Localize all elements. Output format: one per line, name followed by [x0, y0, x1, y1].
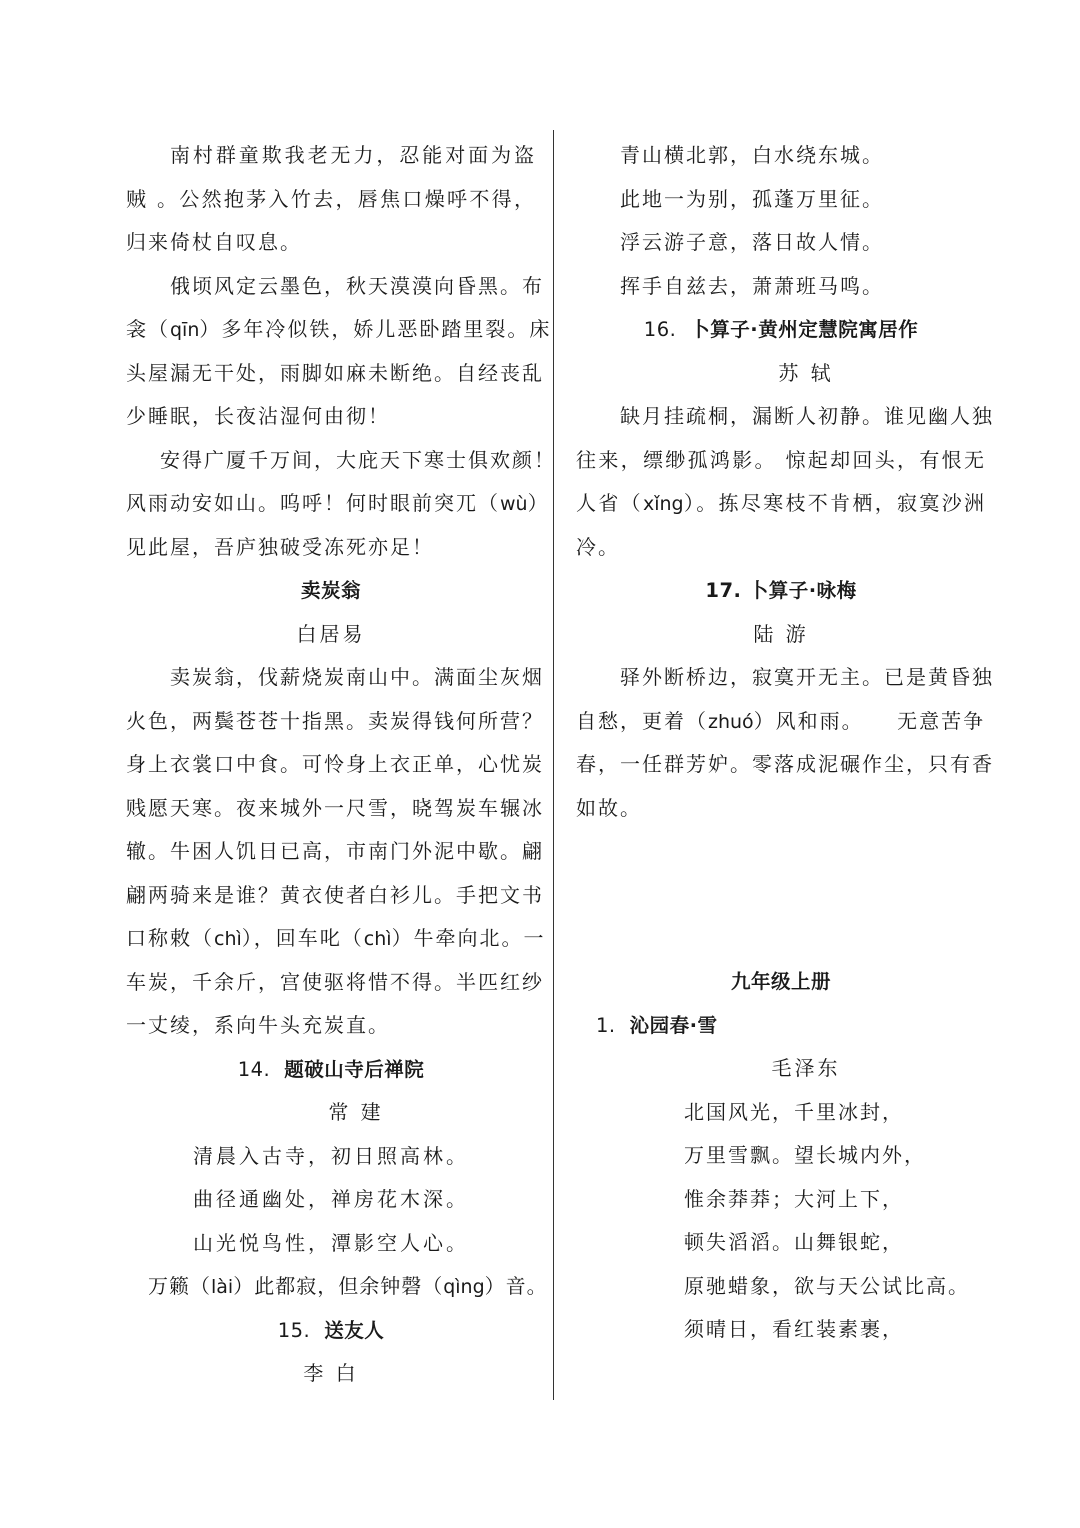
poem-title: 卖炭翁 [300, 579, 361, 602]
text-line: 翩两骑来是谁？黄衣使者白衫儿。手把文书 [126, 882, 544, 907]
poem-line: 万籁（lài）此都寂，但余钟磬（qìng）音。 [148, 1274, 548, 1298]
pinyin: qīn [170, 319, 200, 341]
poem-line: 浮云游子意，落日故人情。 [620, 230, 884, 254]
poem-line: 挥手自兹去，萧萧班马鸣。 [620, 273, 884, 298]
text-line: 往来，缥缈孤鸿影。 惊起却回头，有恨无 [576, 447, 986, 472]
pinyin: wù [500, 493, 528, 515]
text-line: 春，一任群芳妒。零落成泥碾作尘，只有香 [576, 752, 994, 776]
text-line: 卖炭翁，伐薪烧炭南山中。满面尘灰烟 [170, 665, 544, 689]
poem-line: 青山横北郭，白水绕东城。 [620, 143, 884, 167]
poem-author: 白居易 [296, 621, 366, 646]
poem-line: 万里雪飘。望长城内外， [684, 1143, 926, 1167]
text-line: 自愁，更着（zhuó）风和雨。 无意苦争 [576, 708, 986, 733]
poem-title: 17. 卜算子·咏梅 [705, 579, 857, 602]
right-column [576, 134, 994, 1352]
spacer [576, 830, 986, 960]
text-line: 俄顷风定云墨色，秋天漠漠向昏黑。布 [170, 273, 544, 298]
text-line: 少睡眠，长夜沾湿何由彻！ [126, 404, 390, 428]
poem-author: 毛泽东 [771, 1056, 841, 1080]
text-line: 南村群童欺我老无力，忍能对面为盗 [170, 143, 536, 167]
left-column [126, 134, 556, 1396]
poem-line: 惟余莽莽；大河上下， [684, 1186, 904, 1211]
poem-author: 苏 轼 [778, 360, 834, 385]
text-line: 火色，两鬓苍苍十指黑。卖炭得钱何所营？ [126, 708, 544, 733]
pinyin: qìng [443, 1276, 485, 1298]
poem-line: 北国风光，千里冰封， [684, 1099, 904, 1124]
poem-title: 16. 卜算子·黄州定慧院寓居作 [643, 318, 919, 341]
column-divider [553, 130, 554, 1400]
text-line: 驿外断桥边，寂寞开无主。已是黄昏独 [620, 665, 994, 689]
poem-line: 山光悦鸟性，潭影空人心。 [193, 1230, 469, 1255]
text-line: 安得广厦千万间，大庇天下寒士俱欢颜！ [160, 447, 556, 472]
text-line: 衾（qīn）多年冷似铁，娇儿恶卧踏里裂。床 [126, 317, 552, 341]
poem-line: 原驰蜡象，欲与天公试比高。 [684, 1273, 970, 1298]
text-line: 一丈绫，系向牛头充炭直。 [126, 1013, 390, 1037]
poem-title: 1. 沁园春·雪 [596, 1013, 718, 1037]
poem-title: 15. 送友人 [277, 1318, 385, 1342]
text-line: 车炭，千余斤，宫使驱将惜不得。半匹红纱 [126, 969, 544, 994]
pinyin: zhuó [708, 710, 754, 733]
poem-line: 曲径通幽处，禅房花木深。 [193, 1187, 469, 1211]
text-line: 归来倚杖自叹息。 [126, 230, 302, 254]
poem-author: 李 白 [303, 1361, 359, 1385]
text-line: 人省（xǐng）。拣尽寒枝不肯栖，寂寞沙洲 [576, 491, 987, 515]
text-line: 贱愿天寒。夜来城外一尺雪，晓驾炭车辗冰 [126, 795, 544, 820]
text-line: 冷。 [576, 534, 620, 559]
text-line: 辙。牛困人饥日已高，市南门外泥中歇。翩 [126, 839, 544, 863]
text-line: 如故。 [576, 795, 642, 820]
text-line: 风雨动安如山。呜呼！何时眼前突兀（wù） [126, 491, 550, 515]
text-line: 见此屋，吾庐独破受冻死亦足！ [126, 534, 434, 559]
poem-author: 常 建 [328, 1100, 384, 1124]
section-title: 九年级上册 [730, 970, 831, 993]
poem-title: 14. 题破山寺后禅院 [237, 1057, 425, 1081]
poem-line: 顿失滔滔。山舞银蛇， [684, 1230, 904, 1254]
poem-line: 清晨入古寺，初日照高林。 [193, 1143, 469, 1168]
pinyin: lài [211, 1276, 234, 1298]
text-line: 身上衣裳口中食。可怜身上衣正单，心忧炭 [126, 752, 544, 776]
text-line: 头屋漏无干处，雨脚如麻未断绝。自经丧乱 [126, 360, 544, 385]
pinyin: xǐng [642, 493, 684, 515]
text-line: 贼 。公然抱茅入竹去，唇焦口燥呼不得， [126, 186, 536, 211]
poem-line: 须晴日，看红装素裹， [684, 1317, 904, 1341]
poem-line: 此地一为别，孤蓬万里征。 [620, 186, 884, 211]
text-line: 缺月挂疏桐，漏断人初静。谁见幽人独 [620, 404, 994, 428]
pinyin: chì [214, 928, 242, 950]
poem-author: 陆 游 [753, 621, 809, 646]
pinyin: chì [363, 928, 392, 950]
text-line: 口称敕（chì），回车叱（chì）牛牵向北。一 [126, 926, 546, 950]
